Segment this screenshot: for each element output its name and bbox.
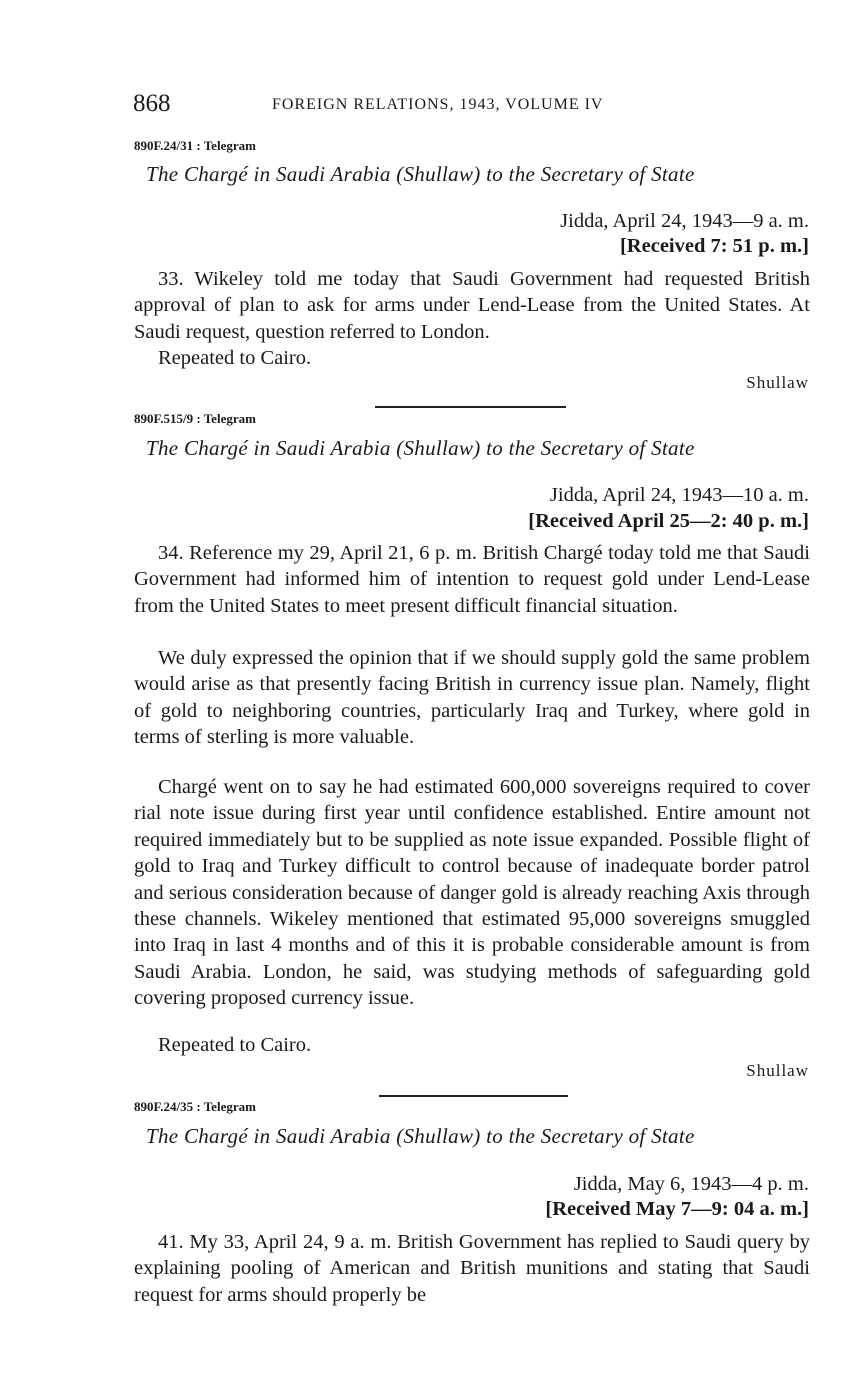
dateline: Jidda, April 24, 1943—9 a. m.	[560, 210, 809, 232]
paragraph: Chargé went on to say he had estimated 600,000 sovereigns required to cover rial note issue during first year until confidence established. Entire amount not required immediately but to be supplied as note issue expanded. Possible flight of gold to Iraq and Turkey difficult to control because of inadequate border patrol and serious consideration because of danger gold is already reaching Axis through these channels. Wikeley mentioned that estimated 95,000 sovereigns smuggled into Iraq in last 4 months and of this it is probable considerable amount is from Saudi Arabia. London, he said, was studying methods of safeguarding gold covering proposed currency issue.	[134, 776, 810, 1010]
document-title: The Chargé in Saudi Arabia (Shullaw) to the Secretary of State	[146, 162, 695, 186]
section-divider	[375, 406, 566, 408]
page-number: 868	[133, 90, 171, 117]
file-reference: 890F.24/31 : Telegram	[134, 138, 256, 153]
signature: Shullaw	[746, 1061, 809, 1080]
paragraph: 41. My 33, April 24, 9 a. m. British Government has replied to Saudi query by explaining pooling of American and British munitions and stating that Saudi request for arms should properly be	[134, 1231, 810, 1306]
dateline: Jidda, May 6, 1943—4 p. m.	[573, 1173, 809, 1195]
file-reference: 890F.515/9 : Telegram	[134, 411, 256, 426]
received-note: [Received April 25—2: 40 p. m.]	[528, 510, 809, 532]
section-divider	[379, 1095, 568, 1097]
paragraph: 33. Wikeley told me today that Saudi Government had requested British approval of plan to ask for arms under Lend-Lease from the United States. At Saudi request, question referred to London.	[134, 268, 810, 343]
document-title: The Chargé in Saudi Arabia (Shullaw) to the Secretary of State	[146, 1124, 695, 1148]
received-note: [Received 7: 51 p. m.]	[619, 235, 809, 257]
signature: Shullaw	[746, 373, 809, 392]
running-title: FOREIGN RELATIONS, 1943, VOLUME IV	[272, 96, 604, 113]
paragraph: We duly expressed the opinion that if we should supply gold the same problem would arise as that presently facing British in currency issue plan. Namely, flight of gold to neighboring countries, particularly Iraq and Turkey, where gold in terms of sterling is more valuable.	[134, 647, 810, 749]
dateline: Jidda, April 24, 1943—10 a. m.	[549, 484, 809, 506]
paragraph: Repeated to Cairo.	[158, 347, 312, 369]
paragraph: Repeated to Cairo.	[158, 1034, 312, 1056]
received-note: [Received May 7—9: 04 a. m.]	[545, 1198, 809, 1220]
file-reference: 890F.24/35 : Telegram	[134, 1099, 256, 1114]
paragraph: 34. Reference my 29, April 21, 6 p. m. British Chargé today told me that Saudi Government had informed him of intention to request gold under Lend-Lease from the United States to meet present difficult financial situation.	[134, 542, 810, 617]
document-title: The Chargé in Saudi Arabia (Shullaw) to the Secretary of State	[146, 436, 695, 460]
